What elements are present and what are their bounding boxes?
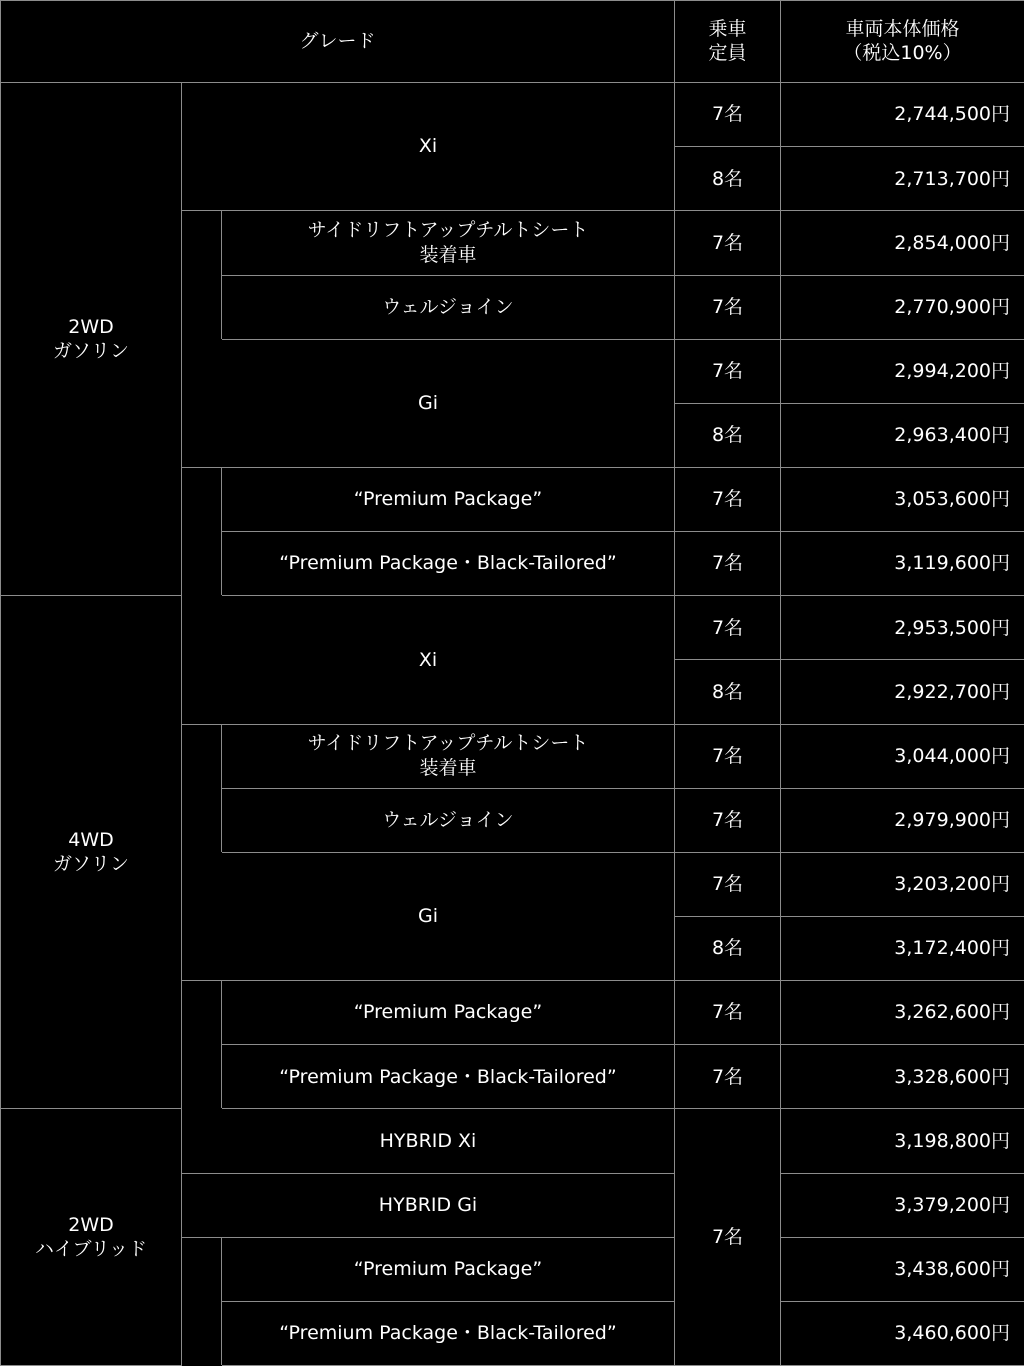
grade-cell: “Premium Package・Black-Tailored” <box>222 1045 675 1109</box>
grade-cell: “Premium Package” <box>222 1237 675 1301</box>
seats-cell: 7名 <box>675 211 781 275</box>
price-cell: 3,262,600円 <box>781 981 1024 1045</box>
table-header-row <box>1 1 1024 83</box>
price-cell: 3,172,400円 <box>781 917 1024 981</box>
grade-cell <box>222 211 675 275</box>
price-cell: 2,770,900円 <box>781 275 1024 339</box>
capacity-header-line1: 乗車 <box>708 17 747 40</box>
indent-spacer <box>182 211 222 339</box>
drivetrain-line1: 4WD <box>68 828 114 851</box>
table-row <box>1 596 1024 660</box>
price-cell: 2,953,500円 <box>781 596 1024 660</box>
grade-cell <box>222 724 675 788</box>
grade-cell: HYBRID Xi <box>182 1109 675 1173</box>
price-cell: 3,460,600円 <box>781 1301 1024 1365</box>
price-cell: 3,328,600円 <box>781 1045 1024 1109</box>
price-cell: 3,379,200円 <box>781 1173 1024 1237</box>
drivetrain-line2: ガソリン <box>52 340 129 363</box>
drivetrain-cell <box>1 1109 182 1366</box>
seats-cell: 7名 <box>675 468 781 532</box>
price-cell: 3,044,000円 <box>781 724 1024 788</box>
grade-cell: “Premium Package・Black-Tailored” <box>222 532 675 596</box>
grade-cell: ウェルジョイン <box>222 788 675 852</box>
seats-cell: 7名 <box>675 788 781 852</box>
table-row <box>1 1109 1024 1173</box>
price-header-line1: 車両本体価格 <box>845 17 960 40</box>
price-cell: 2,713,700円 <box>781 147 1024 211</box>
indent-spacer <box>182 1237 222 1365</box>
price-cell: 2,744,500円 <box>781 83 1024 147</box>
drivetrain-cell <box>1 83 182 596</box>
seats-cell: 7名 <box>675 852 781 916</box>
seats-cell: 7名 <box>675 1109 781 1366</box>
grade-cell: Gi <box>182 339 675 467</box>
grade-line2: 装着車 <box>419 244 477 267</box>
drivetrain-line2: ガソリン <box>52 853 129 876</box>
grade-cell: “Premium Package” <box>222 468 675 532</box>
grade-line2: 装着車 <box>419 757 477 780</box>
seats-cell: 7名 <box>675 532 781 596</box>
price-cell: 3,203,200円 <box>781 852 1024 916</box>
grade-cell: Gi <box>182 852 675 980</box>
seats-cell: 7名 <box>675 1045 781 1109</box>
seats-cell: 8名 <box>675 147 781 211</box>
price-cell: 2,963,400円 <box>781 403 1024 467</box>
grade-header: グレード <box>1 1 675 83</box>
indent-spacer <box>182 981 222 1109</box>
drivetrain-line1: 2WD <box>68 1213 114 1236</box>
capacity-header <box>675 1 781 83</box>
drivetrain-line2: ハイブリッド <box>35 1238 147 1261</box>
seats-cell: 7名 <box>675 83 781 147</box>
price-cell: 2,979,900円 <box>781 788 1024 852</box>
price-cell: 2,994,200円 <box>781 339 1024 403</box>
indent-spacer <box>182 724 222 852</box>
price-cell: 3,438,600円 <box>781 1237 1024 1301</box>
drivetrain-line1: 2WD <box>68 315 114 338</box>
price-header-line2: （税込10%） <box>843 41 962 64</box>
seats-cell: 8名 <box>675 660 781 724</box>
grade-cell: Xi <box>182 83 675 211</box>
grade-cell: “Premium Package” <box>222 981 675 1045</box>
price-header <box>781 1 1024 83</box>
seats-cell: 7名 <box>675 339 781 403</box>
grade-cell: “Premium Package・Black-Tailored” <box>222 1301 675 1365</box>
price-cell: 2,854,000円 <box>781 211 1024 275</box>
indent-spacer <box>182 468 222 596</box>
drivetrain-cell <box>1 596 182 1109</box>
seats-cell: 7名 <box>675 981 781 1045</box>
price-cell: 3,119,600円 <box>781 532 1024 596</box>
seats-cell: 8名 <box>675 917 781 981</box>
price-cell: 2,922,700円 <box>781 660 1024 724</box>
grade-cell: HYBRID Gi <box>182 1173 675 1237</box>
seats-cell: 7名 <box>675 275 781 339</box>
price-cell: 3,053,600円 <box>781 468 1024 532</box>
seats-cell: 7名 <box>675 724 781 788</box>
grade-cell: ウェルジョイン <box>222 275 675 339</box>
grade-cell: Xi <box>182 596 675 724</box>
grade-line1: サイドリフトアップチルトシート <box>307 732 589 755</box>
seats-cell: 8名 <box>675 403 781 467</box>
price-cell: 3,198,800円 <box>781 1109 1024 1173</box>
seats-cell: 7名 <box>675 596 781 660</box>
capacity-header-line2: 定員 <box>708 41 747 64</box>
grade-line1: サイドリフトアップチルトシート <box>307 219 589 242</box>
table-row <box>1 83 1024 147</box>
